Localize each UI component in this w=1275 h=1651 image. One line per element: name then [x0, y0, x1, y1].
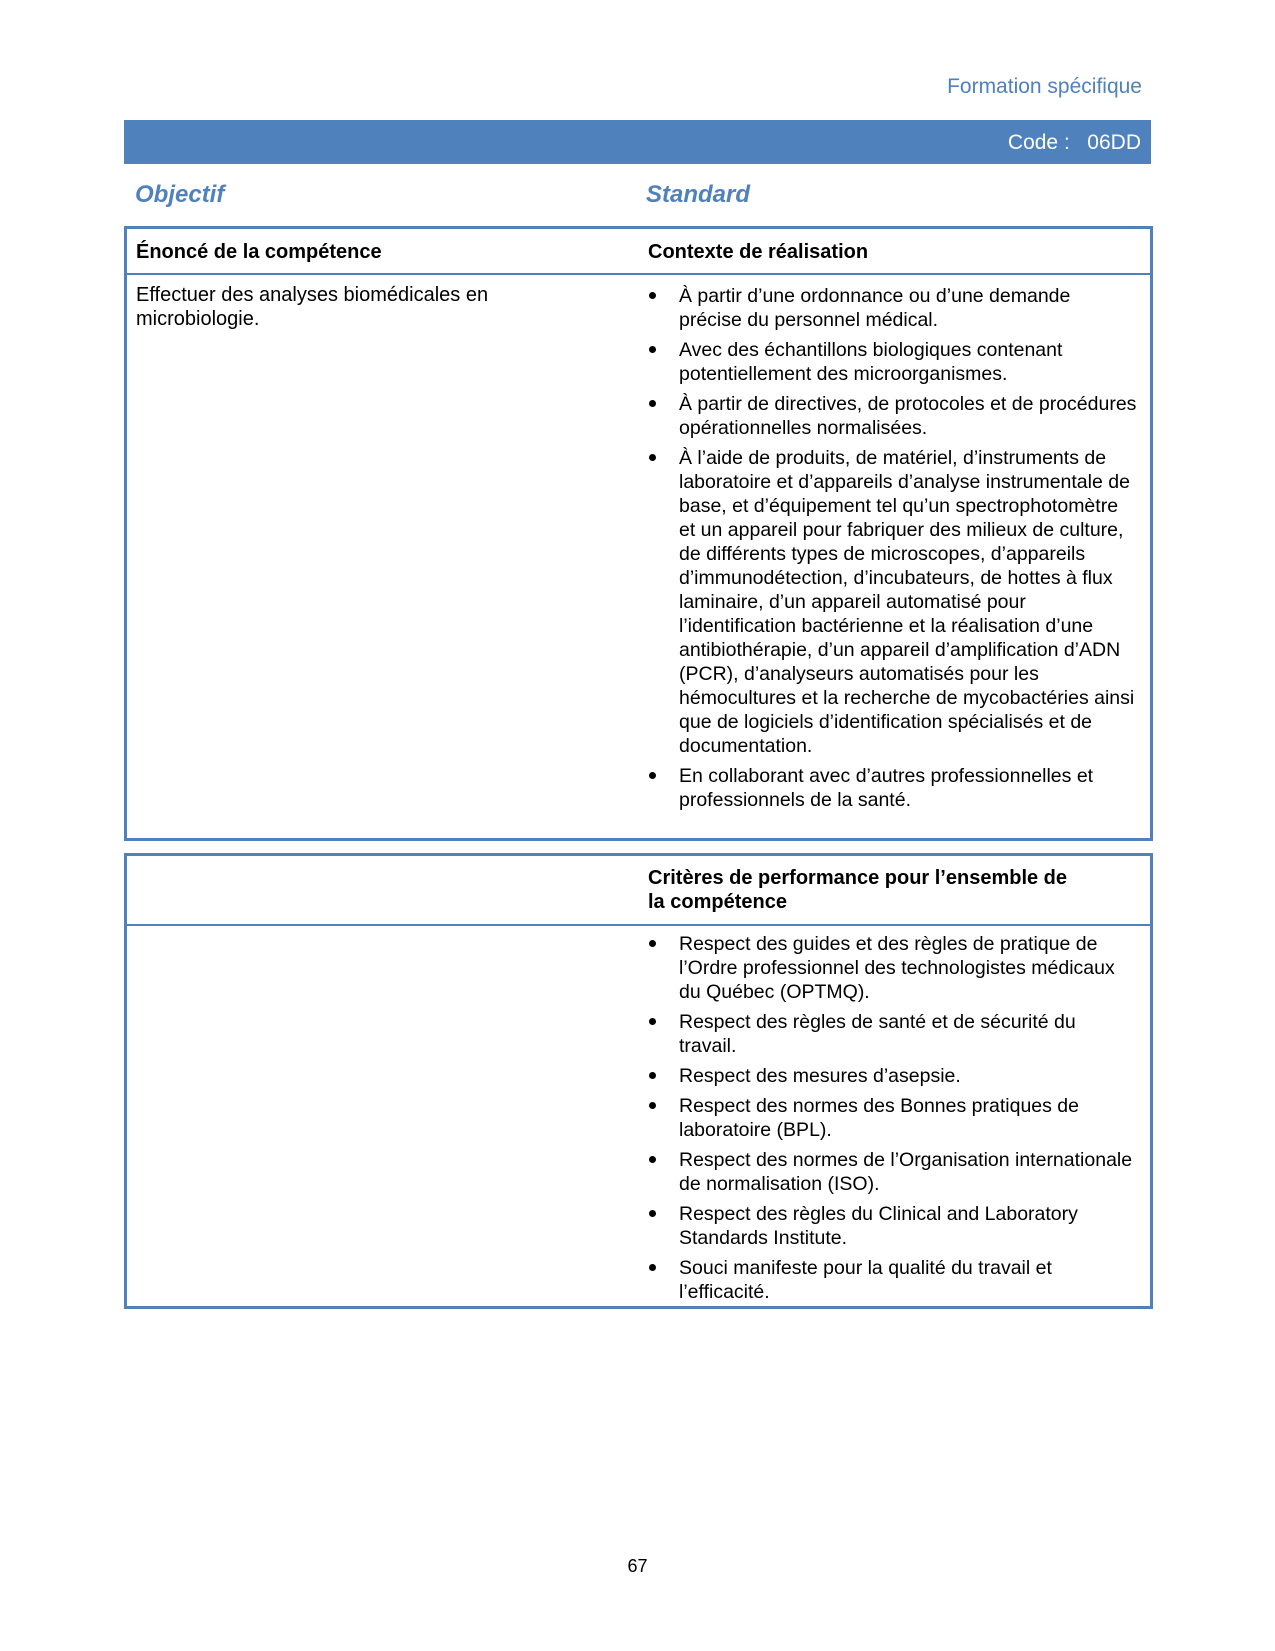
- code-value: 06DD: [1087, 131, 1141, 154]
- contexte-list: [648, 284, 1138, 818]
- list-item-text: En collaborant avec d’autres professionnelles et professionnels de la santé.: [679, 765, 1094, 811]
- objectif-heading: Objectif: [135, 181, 225, 208]
- bullet-icon: [649, 1264, 656, 1271]
- bullet-icon: [649, 1210, 656, 1217]
- code-label: [1008, 131, 1141, 155]
- bullet-icon: [649, 1072, 656, 1079]
- formation-title: Formation spécifique: [947, 75, 1142, 98]
- list-item-text: Respect des règles de santé et de sécurité du travail.: [679, 1011, 1076, 1057]
- list-item-text: Avec des échantillons biologiques contenant potentiellement des microorganismes.: [679, 339, 1063, 385]
- list-item-text: Respect des règles du Clinical and Laboratory Standards Institute.: [679, 1203, 1078, 1249]
- competence-box-header-row: [127, 229, 1150, 275]
- page-number: 67: [627, 1556, 648, 1576]
- criteres-heading: Critères de performance pour l’ensemble de la compétence: [648, 867, 1068, 913]
- bullet-icon: [649, 346, 656, 353]
- list-item-text: À l’aide de produits, de matériel, d’instruments de laboratoire et d’appareils d’analyse instrumentale de base, et d’équipement tel qu’un spectrophotomètre et un appareil pour fabriquer des milieux de culture, de différents types de microscopes, d’appareils d’immunodétection, d’incubateurs, de hottes à flux laminaire, d’un appareil automatisé pour l’identification bactérienne et la réalisation d’une antibiothérapie, d’un appareil d’amplification d’ADN (PCR), d’analyseurs automatisés pour les hémocultures et la recherche de mycobactéries ainsi que de logiciels d’identification spécialisés et de documentation.: [679, 447, 1135, 757]
- bullet-icon: [649, 1102, 656, 1109]
- list-item-text: À partir de directives, de protocoles et de procédures opérationnelles normalisées.: [679, 393, 1137, 439]
- bullet-icon: [649, 454, 656, 461]
- competence-box: [124, 226, 1153, 841]
- list-item: [648, 1010, 1138, 1058]
- bullet-icon: [649, 772, 656, 779]
- list-item: [648, 284, 1138, 332]
- bullet-icon: [649, 1156, 656, 1163]
- bullet-icon: [649, 292, 656, 299]
- criteres-box-header-row: [127, 856, 1150, 926]
- list-item-text: Respect des guides et des règles de pratique de l’Ordre professionnel des technologistes médicaux du Québec (OPTMQ).: [679, 933, 1115, 1003]
- list-item-text: Souci manifeste pour la qualité du travail et l’efficacité.: [679, 1257, 1052, 1303]
- bullet-icon: [649, 940, 656, 947]
- bullet-icon: [649, 1018, 656, 1025]
- bullet-icon: [649, 400, 656, 407]
- list-item: [648, 1148, 1138, 1196]
- enonce-heading: Énoncé de la compétence: [136, 241, 382, 263]
- list-item: [648, 764, 1138, 812]
- list-item: [648, 446, 1138, 758]
- code-bar: [124, 120, 1151, 164]
- list-item: [648, 932, 1138, 1004]
- list-item: [648, 1256, 1138, 1304]
- list-item-text: Respect des mesures d’asepsie.: [679, 1065, 961, 1087]
- criteres-list: [648, 932, 1138, 1310]
- enonce-text: Effectuer des analyses biomédicales en microbiologie.: [136, 284, 489, 330]
- list-item: [648, 1094, 1138, 1142]
- criteres-box: [124, 853, 1153, 1309]
- list-item: [648, 392, 1138, 440]
- standard-heading: Standard: [646, 181, 751, 208]
- list-item-text: Respect des normes de l’Organisation internationale de normalisation (ISO).: [679, 1149, 1133, 1195]
- contexte-heading: Contexte de réalisation: [648, 241, 869, 263]
- list-item: [648, 338, 1138, 386]
- code-label-text: Code :: [1007, 131, 1070, 154]
- list-item: [648, 1202, 1138, 1250]
- list-item: [648, 1064, 1138, 1088]
- list-item-text: À partir d’une ordonnance ou d’une demande précise du personnel médical.: [679, 285, 1071, 331]
- list-item-text: Respect des normes des Bonnes pratiques de laboratoire (BPL).: [679, 1095, 1079, 1141]
